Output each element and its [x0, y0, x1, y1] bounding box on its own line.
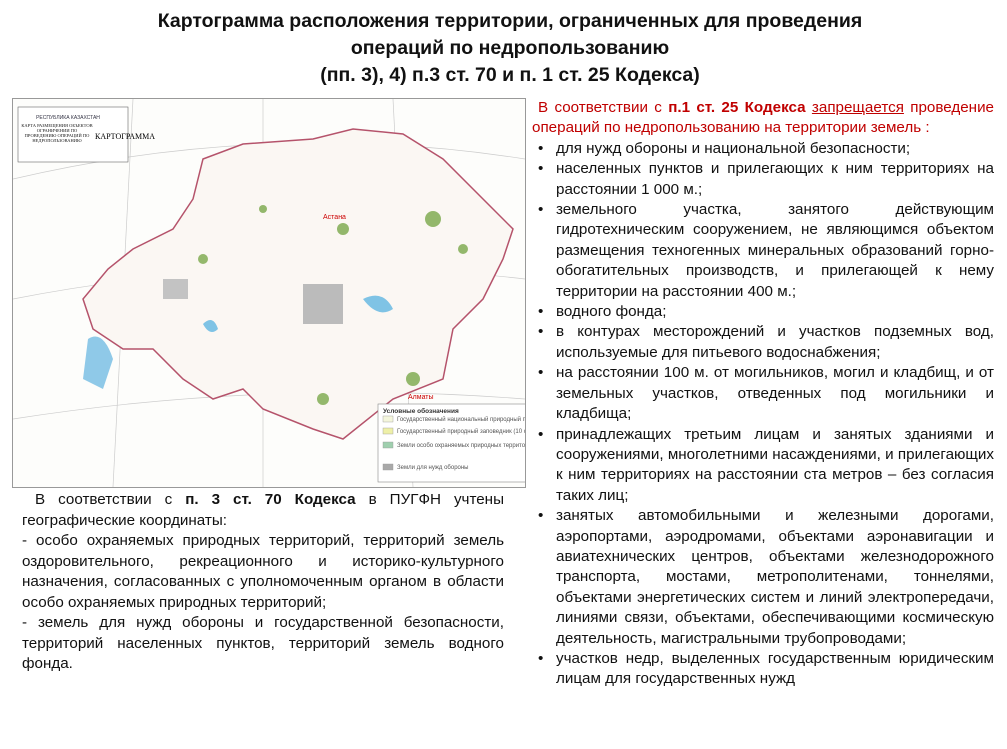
left-item-1: - особо охраняемых природных территорий, территорий земель оздоровительного, рекреационного и историко-культурного назначения, согласованных с уполномоченным органом в области особо охраняемых природных территорий; [22, 532, 504, 611]
title-line-2: операций по недропользованию [350, 37, 670, 59]
legend-swatch [383, 464, 393, 470]
intro-forbid: запрещается [811, 99, 904, 116]
restriction-item: • для нужд обороны и национальной безопасности; [532, 139, 994, 159]
intro-prefix: В соответствии с [538, 99, 669, 116]
page-title [60, 8, 960, 89]
city-almaty: Алматы [408, 394, 434, 401]
map-header-country: РЕСПУБЛИКА КАЗАХСТАН [36, 115, 100, 121]
legend-swatch [383, 416, 393, 422]
title-line-3: (пп. 3), 4) п.3 ст. 70 и п. 1 ст. 25 Кодекса) [320, 64, 700, 86]
intro-reference: п.1 ст. 25 Кодекса [668, 99, 806, 116]
map-header-title: КАРТА РАЗМЕЩЕНИЯ ОБЪЕКТОВ ОГРАНИЧЕНИИ ПО ПРОВЕДЕНИЮ ОПЕРАЦИЙ ПО НЕДРОПОЛЬЗОВАНИЮ [21, 123, 93, 143]
article-70-text [22, 490, 504, 675]
title-line-1: Картограмма расположения территории, ограниченных для проведения [157, 10, 863, 32]
city-astana: Астана [323, 214, 346, 221]
restriction-item: • в контурах месторождений и участков подземных вод, используемые для питьевого водоснабжения; [532, 322, 994, 363]
restriction-item: • участков недр, выделенных государственным юридическим лицам для государственных нужд [532, 649, 994, 690]
legend-swatch [383, 428, 393, 434]
legend-label: Государственный природный заповедник (10 [397, 429, 523, 435]
legend-label: Государственный национальный природный п [397, 417, 525, 423]
legend-label: Земли для нужд обороны [397, 465, 469, 471]
restriction-list [532, 139, 994, 690]
map-image [12, 98, 526, 488]
left-intro-reference: п. 3 ст. 70 Кодекса [185, 491, 356, 508]
legend-swatch [383, 442, 393, 448]
restriction-item: • принадлежащих третьим лицам и занятых зданиями и сооружениями, многолетними насаждениями, и прилегающих к ним территориях на расстоянии ста метров – без согласия таких лиц; [532, 425, 994, 507]
map-overlay-label: КАРТОГРАММА [95, 132, 156, 141]
restriction-item: • водного фонда; [532, 302, 994, 322]
left-intro-rest: в ПУГФН учтены географические координаты: [22, 491, 504, 529]
intro-rest: проведение операций по недропользованию на территории земель : [532, 99, 994, 137]
left-item-2: - земель для нужд обороны и государственной безопасности, территорий населенных пунктов, территорий земель водного фонда. [22, 614, 504, 672]
article-25-text [532, 98, 994, 690]
kazakhstan-territory [83, 129, 513, 439]
restriction-item: • земельного участка, занятого действующим гидротехническим сооружением, не являющимся объектом размещения техногенных минеральных образований горно-обогатительных производств, и прилегающей к нему территории на расстоянии 400 м.; [532, 200, 994, 302]
restriction-item: • на расстоянии 100 м. от могильников, могил и кладбищ, и от земельных участков, отведенных под могильники и кладбища; [532, 363, 994, 424]
restriction-item: • населенных пунктов и прилегающих к ним территориях на расстоянии 1 000 м.; [532, 159, 994, 200]
left-intro-prefix: В соответствии с [35, 491, 186, 508]
restriction-item: • занятых автомобильными и железными дорогами, аэропортами, аэродромами, объектами аэронавигации и авиатехнических центров, объектами железнодорожного транспорта, мостами, метрополитенами, тоннелями, объектами энергетических систем и линий электропередачи, линиями связи, объектами, обеспечивающими космическую деятельность, магистральными трубопроводами; [532, 506, 994, 649]
legend-title: Условные обозначения [383, 408, 459, 415]
legend-label: Земли особо охраняемых природных террито [397, 443, 525, 449]
